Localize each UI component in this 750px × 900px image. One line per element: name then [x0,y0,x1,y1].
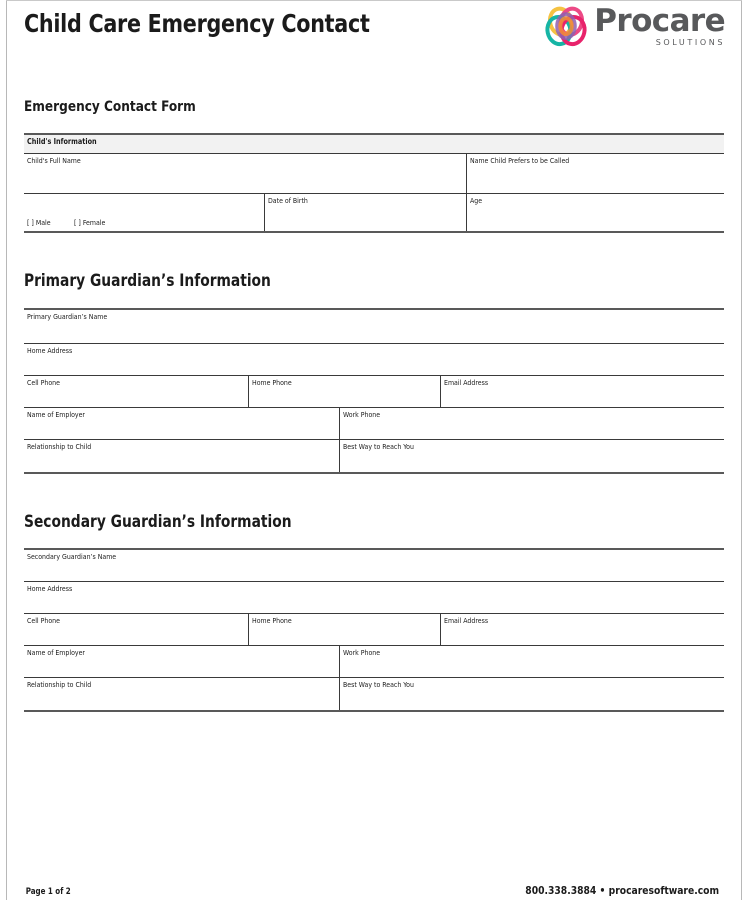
table-row [24,440,724,472]
table-row [24,344,724,376]
page-border-left [6,0,7,900]
page-content [24,0,724,712]
field-label: Relationship to Child [27,680,92,689]
field-label: Cell Phone [27,378,60,387]
field-label: Relationship to Child [27,442,92,451]
table-row [24,550,724,582]
child-information-header-cell [24,135,724,153]
field-label: Date of Birth [268,196,308,205]
field-label: Email Address [444,378,489,387]
field-label: Email Address [444,616,489,625]
section-heading-secondary-guardian: Secondary Guardian’s Information [24,512,292,531]
page-number-label: Page 1 of 2 [25,887,71,897]
document-header [24,0,724,70]
field-secondary-home-address[interactable] [24,582,724,613]
table-row [24,582,724,614]
procare-rings-icon [544,5,588,49]
field-secondary-work-phone[interactable] [340,646,724,677]
field-primary-email-address[interactable] [441,376,724,407]
section-heading-emergency-contact-form: Emergency Contact Form [24,99,196,115]
field-child-gender[interactable] [24,194,265,231]
table-row [24,376,724,408]
field-primary-cell-phone[interactable] [24,376,249,407]
field-label: Name Child Prefers to be Called [470,156,570,165]
table-row [24,646,724,678]
logo-wordmark: Procare [594,3,725,39]
gender-option-male[interactable]: [ ] Male [27,217,51,227]
field-label: Home Phone [252,616,292,625]
table-row [24,154,724,194]
child-information-table [24,133,724,233]
field-label: Name of Employer [27,648,85,657]
page-border-right [741,0,742,900]
field-label: Child's Full Name [27,156,81,165]
field-primary-employer[interactable] [24,408,340,439]
field-label: Primary Guardian’s Name [27,312,108,321]
child-information-header-label: Child's Information [27,137,97,146]
field-child-full-name[interactable] [24,154,467,193]
secondary-guardian-table [24,548,724,712]
field-label: Home Address [27,346,73,355]
logo-text [594,5,725,47]
field-child-preferred-name[interactable] [467,154,724,193]
logo-tagline: SOLUTIONS [655,38,725,48]
field-secondary-email-address[interactable] [441,614,724,645]
field-primary-relationship-to-child[interactable] [24,440,340,472]
field-label: Name of Employer [27,410,85,419]
field-primary-guardian-name[interactable] [24,310,724,343]
footer-contact-info: 800.338.3884 • procaresoftware.com [524,884,719,897]
section-heading-primary-guardian: Primary Guardian’s Information [24,271,271,290]
field-primary-work-phone[interactable] [340,408,724,439]
table-row [24,408,724,440]
field-label: Work Phone [343,648,381,657]
field-primary-home-phone[interactable] [249,376,441,407]
field-label: Home Address [27,584,73,593]
field-secondary-home-phone[interactable] [249,614,441,645]
field-label: Secondary Guardian’s Name [27,552,117,561]
field-date-of-birth[interactable] [265,194,467,231]
field-label: Home Phone [252,378,292,387]
table-row [24,310,724,344]
field-label: Work Phone [343,410,381,419]
table-row [24,614,724,646]
field-age[interactable] [467,194,724,231]
field-label: Age [470,196,483,205]
gender-option-female[interactable]: [ ] Female [73,217,106,227]
field-secondary-employer[interactable] [24,646,340,677]
field-primary-home-address[interactable] [24,344,724,375]
table-row-header [24,135,724,154]
page-title: Child Care Emergency Contact [24,9,370,38]
field-label: Cell Phone [27,616,60,625]
table-row [24,678,724,710]
field-secondary-cell-phone[interactable] [24,614,249,645]
field-label: Best Way to Reach You [343,442,414,451]
procare-logo [544,5,725,49]
field-secondary-best-way-to-reach[interactable] [340,678,724,710]
table-row [24,194,724,231]
document-footer [24,884,726,897]
field-secondary-relationship-to-child[interactable] [24,678,340,710]
field-primary-best-way-to-reach[interactable] [340,440,724,472]
field-secondary-guardian-name[interactable] [24,550,724,581]
primary-guardian-table [24,308,724,474]
field-label: Best Way to Reach You [343,680,414,689]
